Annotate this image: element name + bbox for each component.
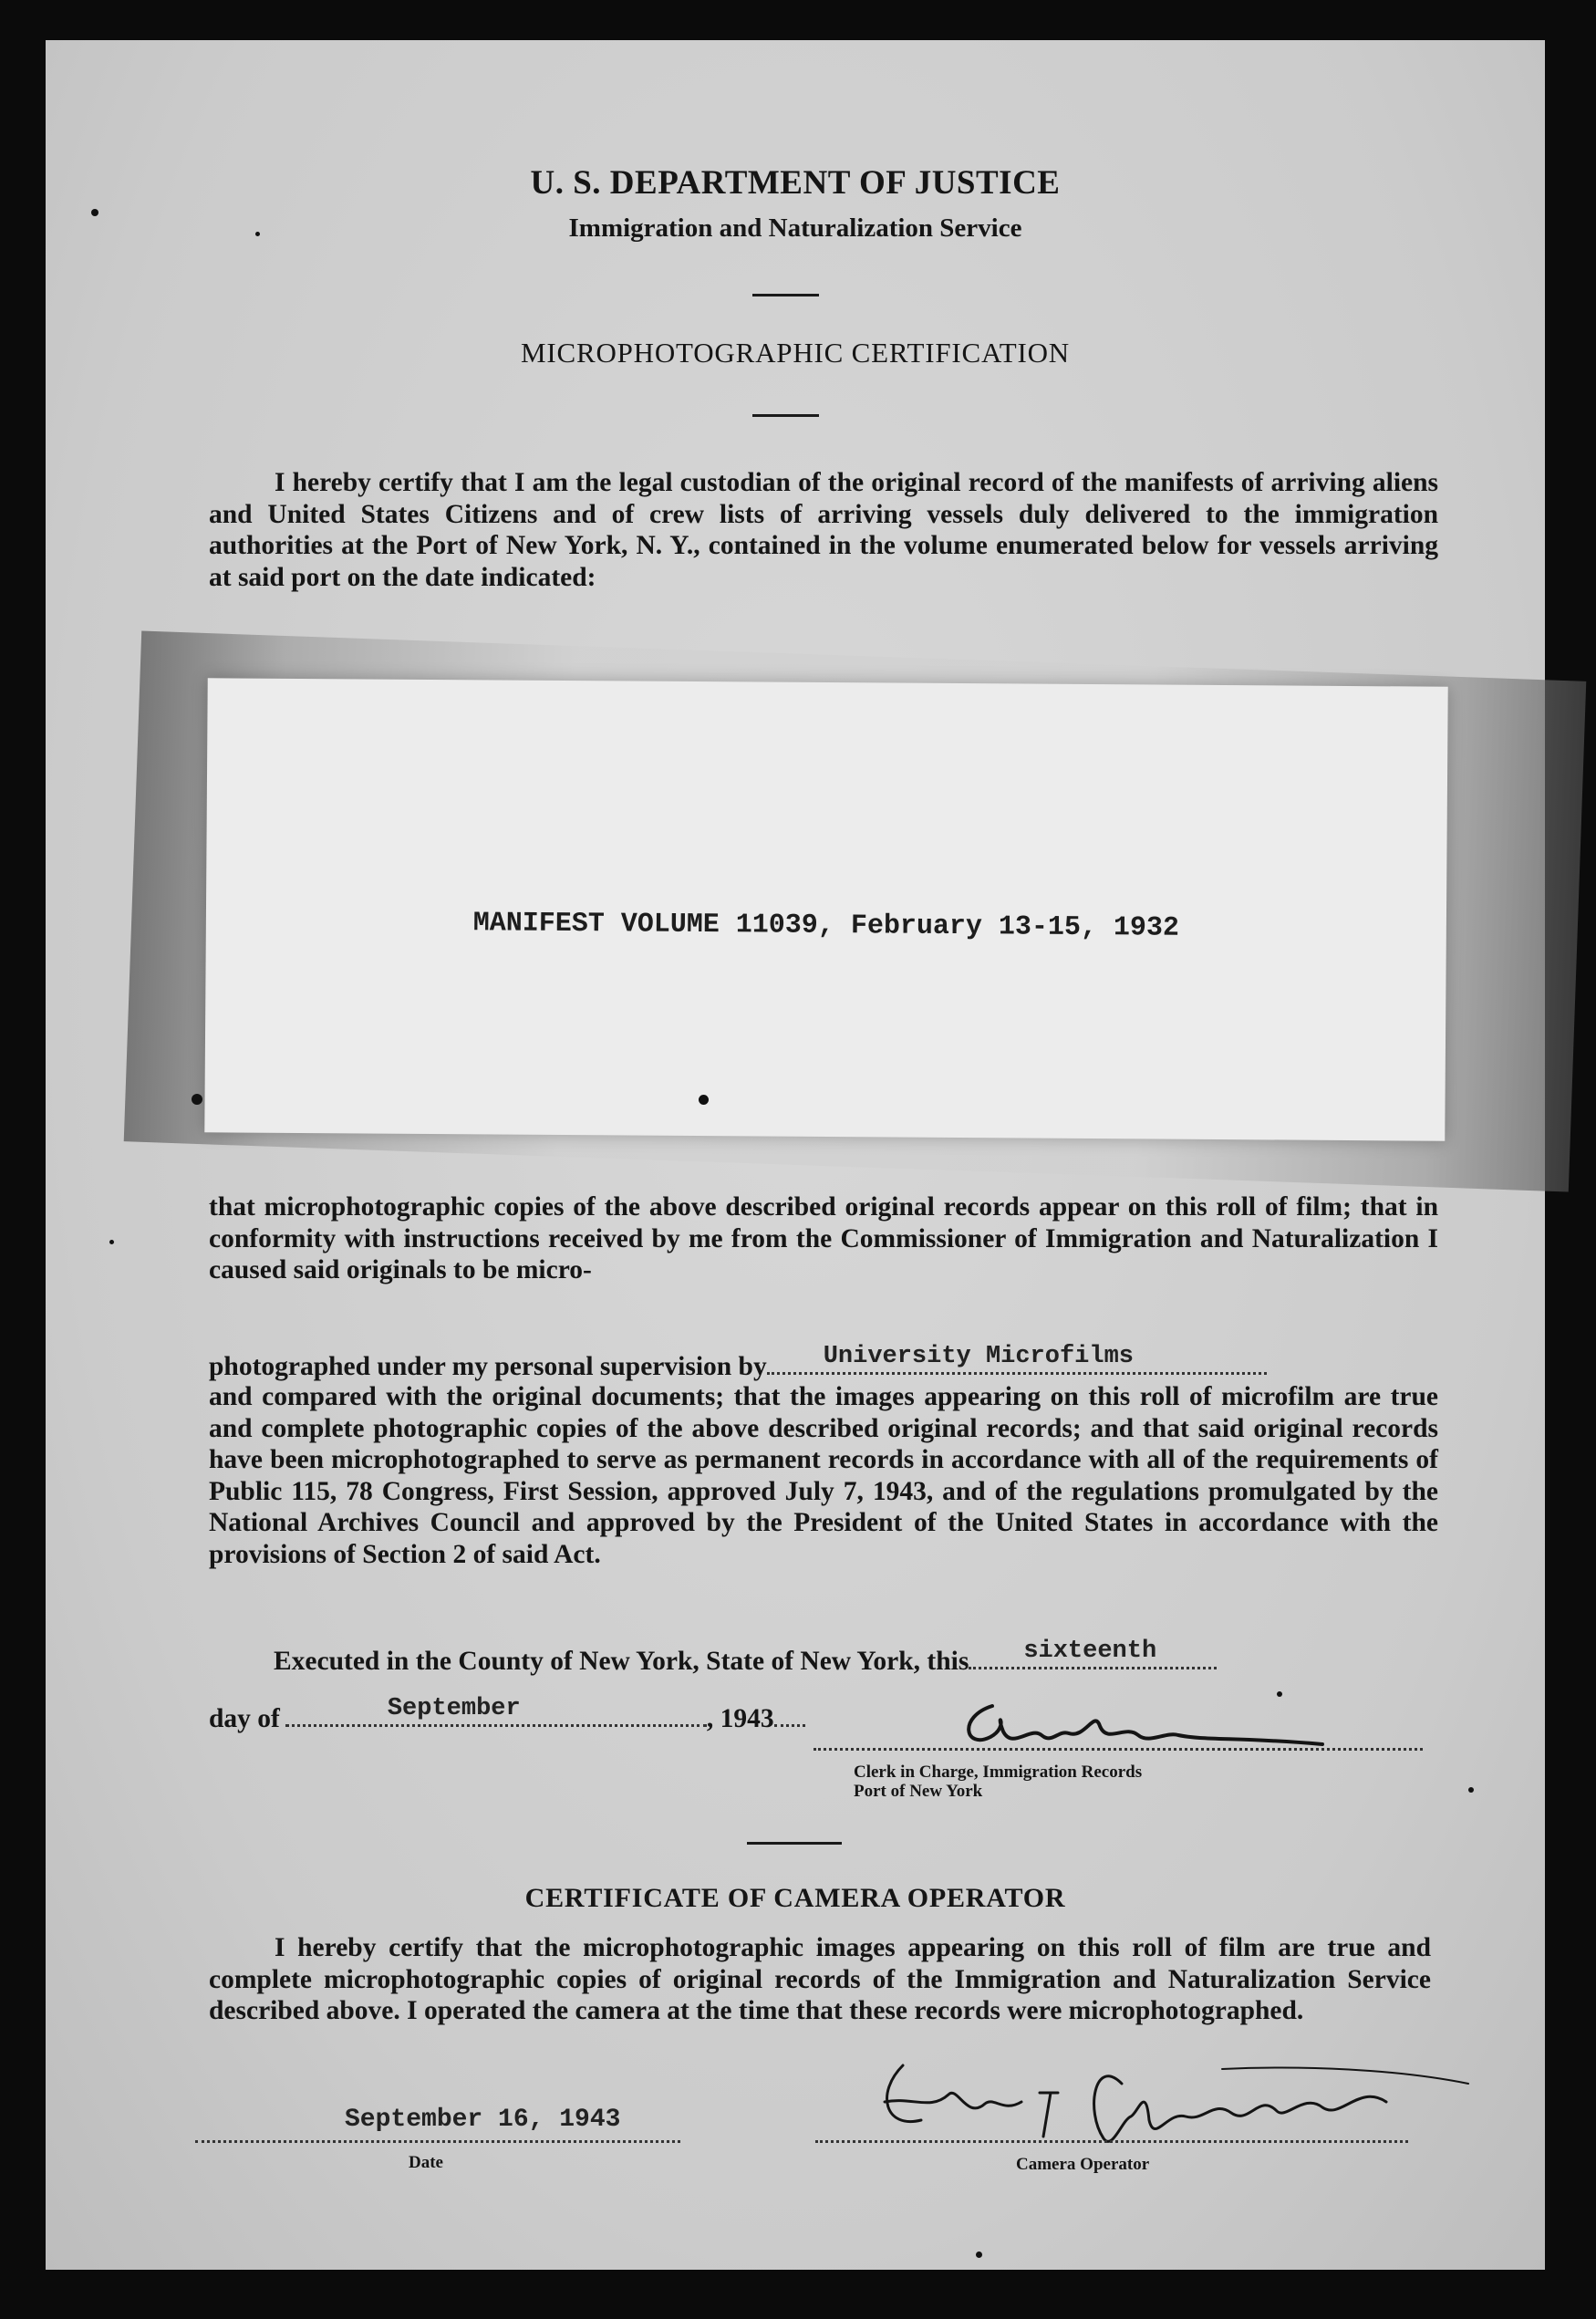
camera-operator-label: Camera Operator — [1016, 2155, 1150, 2174]
day-field — [969, 1638, 1217, 1669]
dust-speck — [109, 1240, 114, 1244]
camera-operator-signature-line — [815, 2138, 1408, 2143]
dust-speck — [255, 232, 260, 236]
executed-prefix: Executed in the County of New York, State of New York, this — [274, 1647, 969, 1676]
dust-speck — [1468, 1787, 1474, 1793]
executed-line — [274, 1638, 1217, 1677]
certification-title: MICROPHOTOGRAPHIC CERTIFICATION — [521, 337, 1070, 369]
camera-certificate-title: CERTIFICATE OF CAMERA OPERATOR — [524, 1883, 1066, 1913]
dust-speck — [699, 1095, 709, 1105]
department-title: U. S. DEPARTMENT OF JUSTICE — [530, 164, 1061, 202]
year-value: , 1943 — [706, 1704, 774, 1733]
divider — [752, 414, 819, 417]
clerk-signature-line — [814, 1746, 1423, 1751]
volume-slip — [204, 678, 1447, 1140]
dust-speck — [192, 1094, 202, 1105]
clerk-signature — [939, 1690, 1377, 1763]
date-line — [209, 1695, 805, 1734]
body-paragraph-1: that microphotographic copies of the above described original records appear on this roll of film; that in conformity with instructions received by me from the Commissioner of Immigration and Naturalization I caused said originals to be micro- — [209, 1192, 1438, 1284]
camera-paragraph: I hereby certify that the microphotographic images appearing on this roll of film are true and complete microphotographic copies of original records of the Immigration and Naturalization Service described above. I operated the camera at the time that these records were microphotographed. — [209, 1933, 1431, 2025]
supervision-line — [209, 1343, 1267, 1382]
clerk-title-line1: Clerk in Charge, Immigration Records — [854, 1763, 1143, 1782]
day-value: sixteenth — [1023, 1638, 1157, 1665]
date-field — [195, 2138, 680, 2143]
intro-paragraph: I hereby certify that I am the legal custodian of the original record of the manifests of arriving aliens and United States Citizens and of crew lists of arriving vessels duly delivered to the immigration authorities at the Port of New York, N. Y., contained in the volume enumerated below for vessels arriving at said port on the date indicated: — [209, 468, 1438, 592]
divider — [747, 1842, 842, 1845]
body-paragraph-2: and compared with the original documents; that the images appearing on this roll of microfilm are true and complete photographic copies of the above described original records; and that said original records have been microphotographed to serve as permanent records in accordance with all of the requirements of Public 115, 78 Congress, First Session, approved July 7, 1943, and of the regulations promulgated by the National Archives Council and approved by the President of the United States in accordance with the provisions of Section 2 of said Act. — [209, 1382, 1438, 1569]
service-subtitle: Immigration and Naturalization Service — [568, 213, 1022, 243]
operator-date-value: September 16, 1943 — [345, 2106, 621, 2134]
dust-speck — [91, 209, 98, 216]
volume-slip-text: MANIFEST VOLUME 11039, February 13-15, 1932 — [472, 908, 1180, 944]
supervision-name: University Microfilms — [823, 1343, 1134, 1370]
year-dots — [774, 1699, 805, 1727]
dust-speck — [1277, 1691, 1282, 1697]
dust-speck — [976, 2251, 982, 2258]
supervision-field — [767, 1343, 1267, 1375]
date-label: Date — [409, 2153, 443, 2172]
certificate-sheet — [46, 40, 1545, 2270]
operator-signature — [848, 2029, 1477, 2166]
clerk-title — [854, 1763, 1142, 1801]
clerk-title-line2: Port of New York — [854, 1782, 983, 1801]
supervision-prefix: photographed under my personal supervision by — [209, 1352, 767, 1381]
month-field — [285, 1695, 707, 1727]
month-value: September — [387, 1695, 521, 1722]
day-of-label: day of — [209, 1704, 280, 1733]
divider — [752, 294, 819, 296]
